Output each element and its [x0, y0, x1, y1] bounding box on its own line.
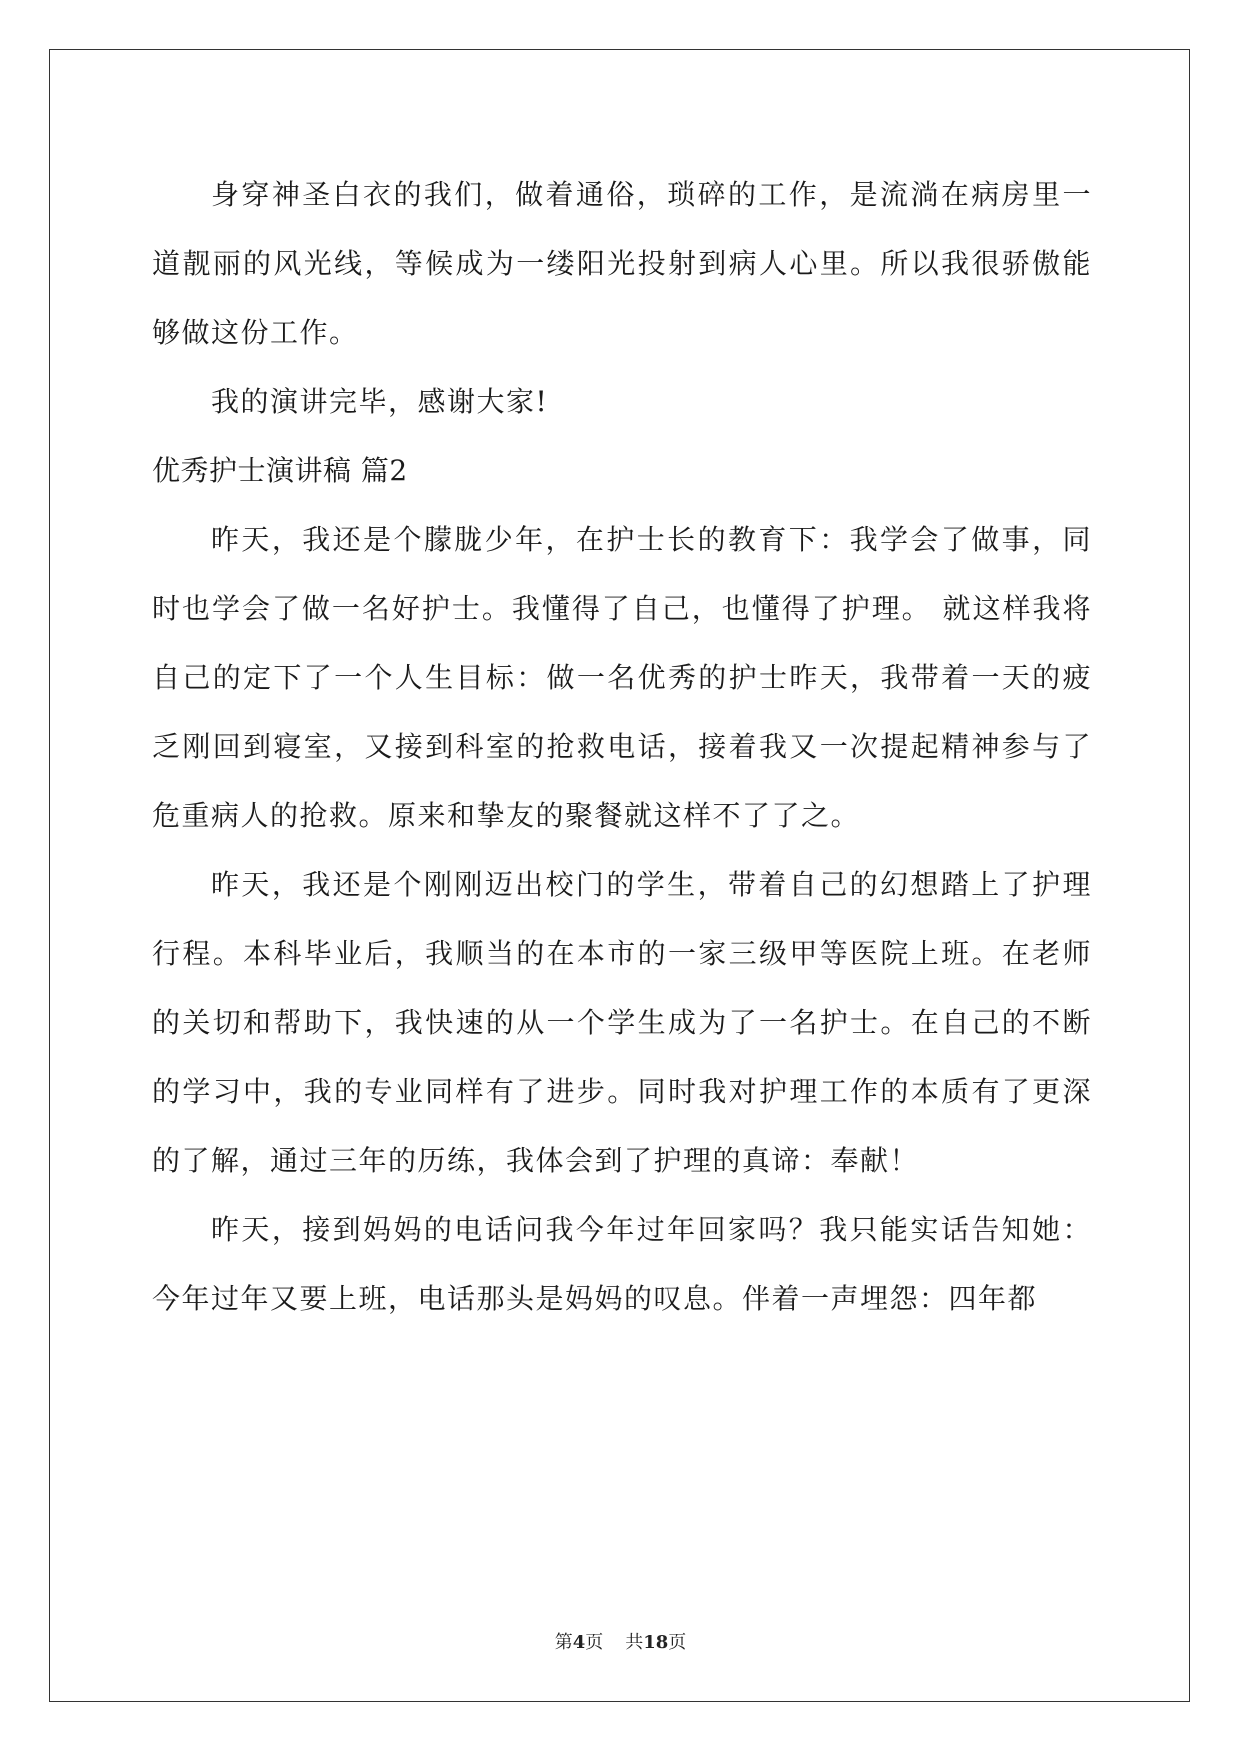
section-heading: 优秀护士演讲稿 篇2: [152, 454, 408, 487]
paragraph: 昨天，我还是个刚刚迈出校门的学生，带着自己的幻想踏上了护理行程。本科毕业后，我顺当的在本市的一家三级甲等医院上班。在老师的关切和帮助下，我快速的从一个学生成为了一名护士。在自己的不断的学习中，我的专业同样有了进步。同时我对护理工作的本质有了更深的了解，通过三年的历练，我体会到了护理的真谛：奉献！: [152, 868, 1092, 1177]
paragraph: 我的演讲完毕，感谢大家!: [211, 385, 549, 418]
total-suffix: 页: [668, 1632, 687, 1653]
current-page-number: 4: [572, 1632, 586, 1653]
page-footer: [0, 1628, 1241, 1654]
document-body: [152, 160, 1092, 1333]
total-page-number: 18: [643, 1632, 669, 1653]
page-prefix: 第: [554, 1632, 573, 1653]
page-suffix: 页: [585, 1632, 604, 1653]
paragraph: 昨天，我还是个朦胧少年，在护士长的教育下：我学会了做事，同时也学会了做一名好护士。我懂得了自己，也懂得了护理。 就这样我将自己的定下了一个人生目标：做一名优秀的护士昨天，我带着一天的疲乏刚回到寝室，又接到科室的抢救电话，接着我又一次提起精神参与了危重病人的抢救。原来和挚友的聚餐就这样不了了之。: [152, 523, 1092, 832]
paragraph: 身穿神圣白衣的我们，做着通俗，琐碎的工作，是流淌在病房里一道靓丽的风光线，等候成为一缕阳光投射到病人心里。所以我很骄傲能够做这份工作。: [152, 178, 1092, 349]
total-prefix: 共: [625, 1632, 644, 1653]
paragraph: 昨天，接到妈妈的电话问我今年过年回家吗？我只能实话告知她：今年过年又要上班，电话那头是妈妈的叹息。伴着一声埋怨：四年都: [152, 1213, 1092, 1315]
